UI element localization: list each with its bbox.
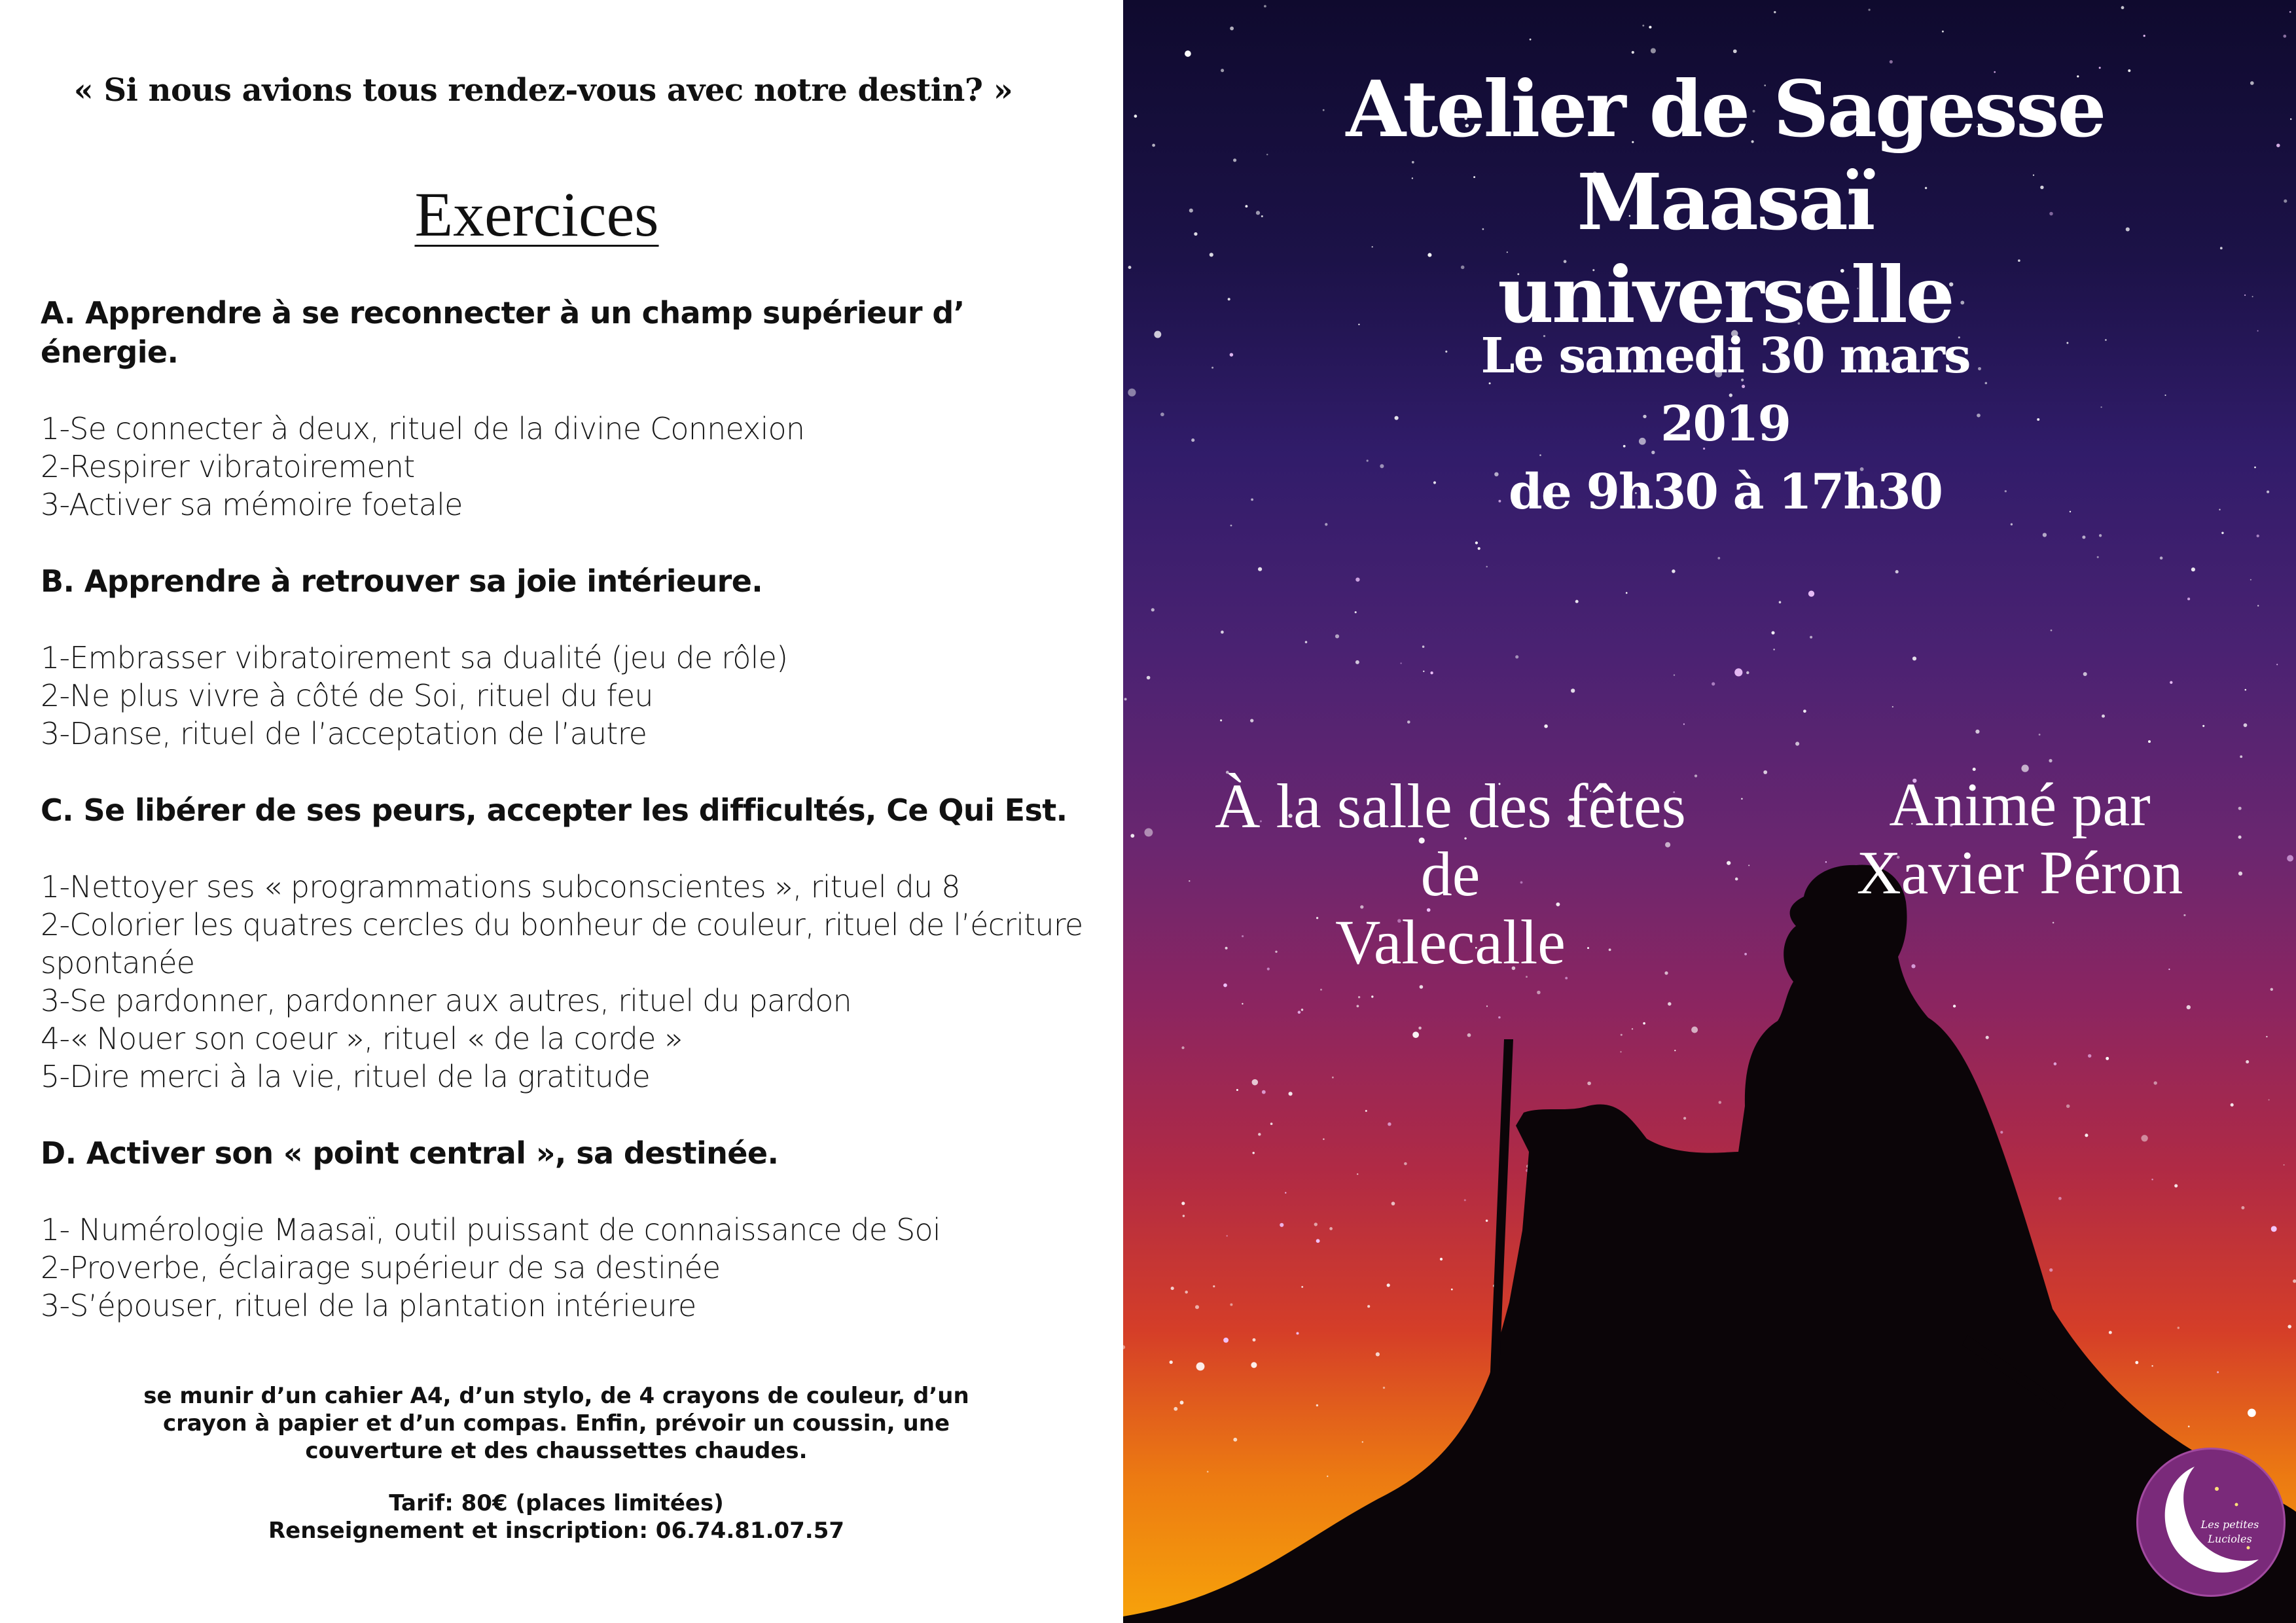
section-d (41, 1133, 1101, 1325)
list-item: 2-Ne plus vivre à côté de Soi, rituel du feu (41, 678, 653, 713)
list-item: 5-Dire merci à la vie, rituel de la gratitude (41, 1059, 651, 1094)
list-item: 3-Danse, rituel de l’acceptation de l’autre (41, 716, 647, 751)
date-line: Le samedi 30 mars (1480, 328, 1970, 384)
materials-note: se munir d’un cahier A4, d’un stylo, de 4 crayons de couleur, d’un crayon à papier et d’un compas. Enfin, prévoir un coussin, une couverture et des chaussettes chaudes. (143, 1383, 969, 1464)
event-host (1784, 771, 2255, 907)
section-heading: D. Activer son « point central », sa destinée. (41, 1135, 779, 1171)
title-line: universelle (1498, 249, 1953, 340)
section-a (41, 293, 1101, 524)
list-item: 3-Se pardonner, pardonner aux autres, rituel du pardon (41, 983, 852, 1018)
event-location (1162, 772, 1738, 976)
exercise-sections (41, 293, 1101, 1363)
price-text: Tarif: 80€ (places limitées) (389, 1490, 724, 1516)
logo-line: Les petites (2200, 1518, 2259, 1531)
quote: « Si nous avions tous rendez-vous avec notre destin? » (73, 72, 1013, 109)
date-line: 2019 (1660, 396, 1790, 452)
list-item: 3-S’épouser, rituel de la plantation intérieure (41, 1288, 696, 1323)
list-item: 3-Activer sa mémoire foetale (41, 487, 463, 522)
logo-line: Lucioles (2208, 1533, 2252, 1545)
location-line: Valecalle (1335, 907, 1566, 977)
host-name: Xavier Péron (1856, 839, 2183, 907)
list-item: 1-Embrasser vibratoirement sa dualité (jeu de rôle) (41, 640, 788, 675)
poster-panel (1123, 0, 2296, 1623)
list-item: 2-Colorier les quatres cercles du bonheur de couleur, rituel de l’écriture spontanée (41, 907, 1083, 980)
time-line: de 9h30 à 17h30 (1508, 464, 1943, 520)
section-b (41, 562, 1101, 753)
section-heading: B. Apprendre à retrouver sa joie intérieure. (41, 563, 763, 599)
event-date (1385, 322, 2066, 526)
pricing-contact (105, 1489, 1008, 1544)
location-line: de (1420, 839, 1480, 909)
section-heading: C. Se libérer de ses peurs, accepter les difficultés, Ce Qui Est. (41, 793, 1067, 828)
program-panel (0, 0, 1123, 1623)
list-item: 4-« Nouer son coeur », rituel « de la corde » (41, 1021, 683, 1056)
exercises-title: Exercices (414, 179, 659, 249)
lucioles-logo (2136, 1448, 2286, 1597)
section-heading: A. Apprendre à se reconnecter à un champ supérieur d’ énergie. (41, 295, 965, 370)
logo-text (2184, 1518, 2276, 1546)
list-item: 1-Nettoyer ses « programmations subconscientes », rituel du 8 (41, 869, 960, 904)
section-c (41, 791, 1101, 1096)
location-line: À la salle des fêtes (1215, 771, 1686, 841)
list-item: 2-Respirer vibratoirement (41, 449, 415, 484)
list-item: 1-Se connecter à deux, rituel de la divine Connexion (41, 411, 805, 446)
list-item: 2-Proverbe, éclairage supérieur de sa destinée (41, 1250, 721, 1285)
title-line: Atelier de Sagesse Maasaï (1346, 63, 2105, 247)
host-line: Animé par (1889, 771, 2151, 839)
list-item: 1- Numérologie Maasaï, outil puissant de connaissance de Soi (41, 1212, 941, 1247)
contact-text: Renseignement et inscription: 06.74.81.07.57 (268, 1518, 845, 1544)
event-title (1189, 63, 2262, 342)
